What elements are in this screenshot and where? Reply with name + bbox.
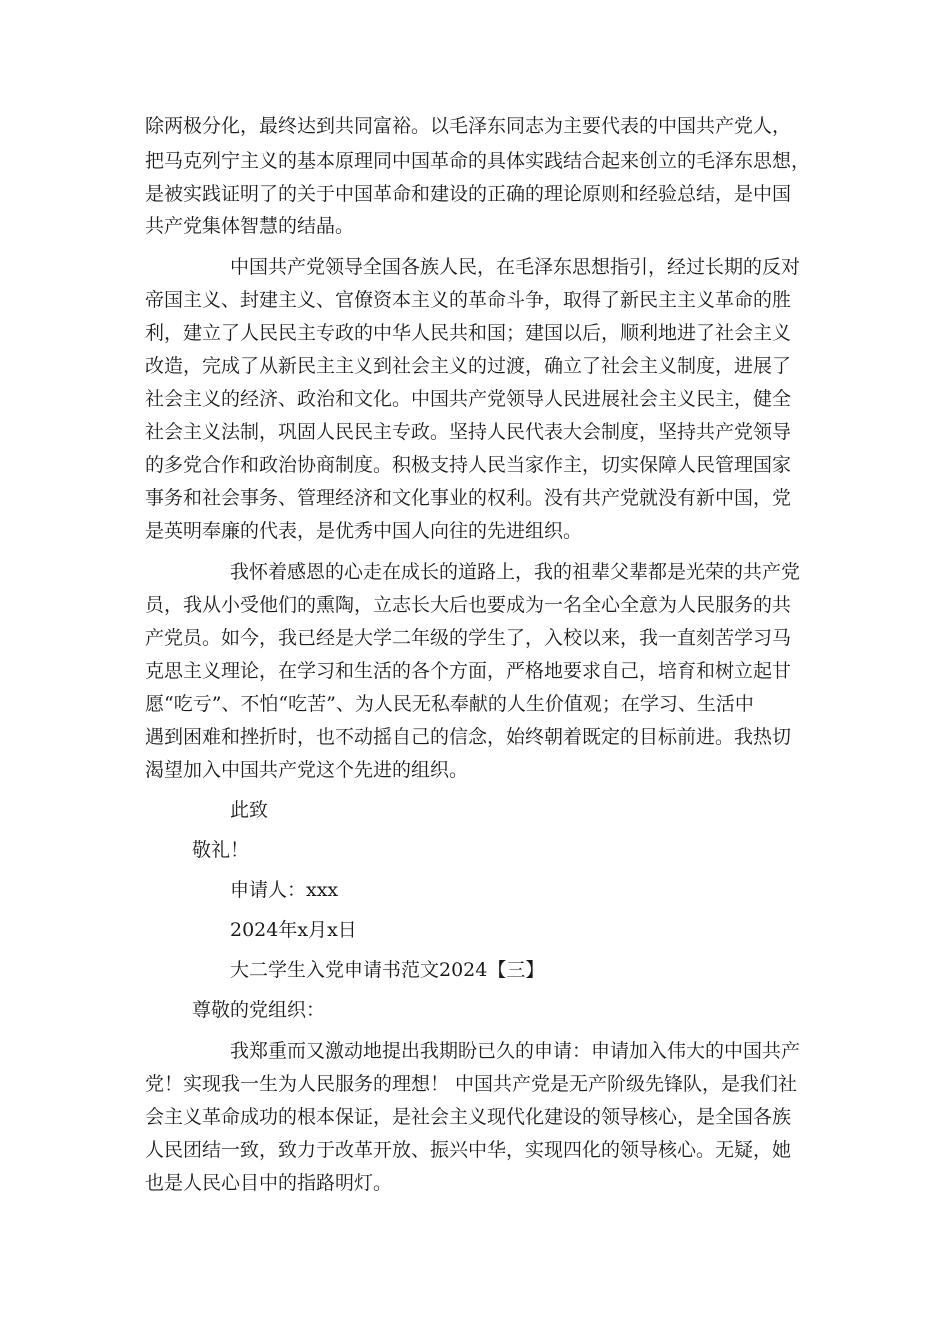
p4-line-5: 也是人民心目中的指路明灯。	[145, 1172, 393, 1194]
p2-line-5: 社会主义的经济、政治和文化。中国共产党领导人民进展社会主义民主，健全	[145, 388, 792, 410]
p2-line-3: 利，建立了人民民主专政的中华人民共和国；建国以后，顺利地进了社会主义	[145, 322, 792, 344]
p2-line-1: 中国共产党领导全国各族人民，在毛泽东思想指引，经过长期的反对	[230, 256, 801, 278]
p3-line-7: 渴望加入中国共产党这个先进的组织。	[145, 759, 469, 781]
p2-line-8: 事务和社会事务、管理经济和文化事业的权利。没有共产党就没有新中国，党	[145, 487, 792, 509]
p1-line-3: 是被实践证明了的关于中国革命和建设的正确的理论原则和经验总结，是中国	[145, 183, 792, 205]
section-heading: 大二学生入党申请书范文2024【三】	[230, 959, 545, 981]
p1-line-4: 共产党集体智慧的结晶。	[145, 215, 355, 237]
p3-line-1: 我怀着感恩的心走在成长的道路上，我的祖辈父辈都是光荣的共产党	[230, 561, 801, 583]
p3-line-6: 遇到困难和挫折时，也不动摇自己的信念，始终朝着既定的目标前进。我热切	[145, 726, 792, 748]
p2-line-9: 是英明奉廉的代表，是优秀中国人向往的先进组织。	[145, 520, 583, 542]
p2-line-6: 社会主义法制，巩固人民民主专政。坚持人民代表大会制度，坚持共产党领导	[145, 421, 792, 443]
greeting: 尊敬的党组织：	[192, 999, 326, 1021]
p4-line-2: 党！实现我一生为人民服务的理想！ 中国共产党是无产阶级先锋队，是我们社	[145, 1073, 798, 1095]
p1-line-1: 除两极分化，最终达到共同富裕。以毛泽东同志为主要代表的中国共产党人，	[145, 115, 792, 137]
p4-line-4: 人民团结一致，致力于改革开放、振兴中华，实现四化的领导核心。无疑，她	[145, 1139, 792, 1161]
p2-line-2: 帝国主义、封建主义、官僚资本主义的革命斗争，取得了新民主主义革命的胜	[145, 289, 792, 311]
p4-line-1: 我郑重而又激动地提出我期盼已久的申请：申请加入伟大的中国共产	[230, 1040, 801, 1062]
p1-line-2: 把马克列宁主义的基本原理同中国革命的具体实践结合起来创立的毛泽东思想，	[145, 150, 811, 172]
salute: 敬礼！	[192, 839, 250, 861]
p4-line-3: 会主义革命成功的根本保证，是社会主义现代化建设的领导核心，是全国各族	[145, 1106, 792, 1128]
p3-line-2: 员，我从小受他们的熏陶，立志长大后也要成为一名全心全意为人民服务的共	[145, 594, 792, 616]
applicant-line: 申请人：xxx	[230, 879, 339, 901]
p2-line-4: 改造，完成了从新民主主义到社会主义的过渡，确立了社会主义制度，进展了	[145, 355, 792, 377]
p3-line-4: 克思主义理论，在学习和生活的各个方面，严格地要求自己，培育和树立起甘	[145, 660, 792, 682]
p2-line-7: 的多党合作和政治协商制度。积极支持人民当家作主，切实保障人民管理国家	[145, 454, 792, 476]
p3-line-5: 愿“吃亏”、不怕“吃苦”、为人民无私奉献的人生价值观；在学习、生活中	[145, 693, 754, 715]
date-line: 2024年x月x日	[230, 919, 357, 941]
closing-phrase: 此致	[230, 799, 269, 821]
p3-line-3: 产党员。如今，我已经是大学二年级的学生了，入校以来，我一直刻苦学习马	[145, 627, 792, 649]
